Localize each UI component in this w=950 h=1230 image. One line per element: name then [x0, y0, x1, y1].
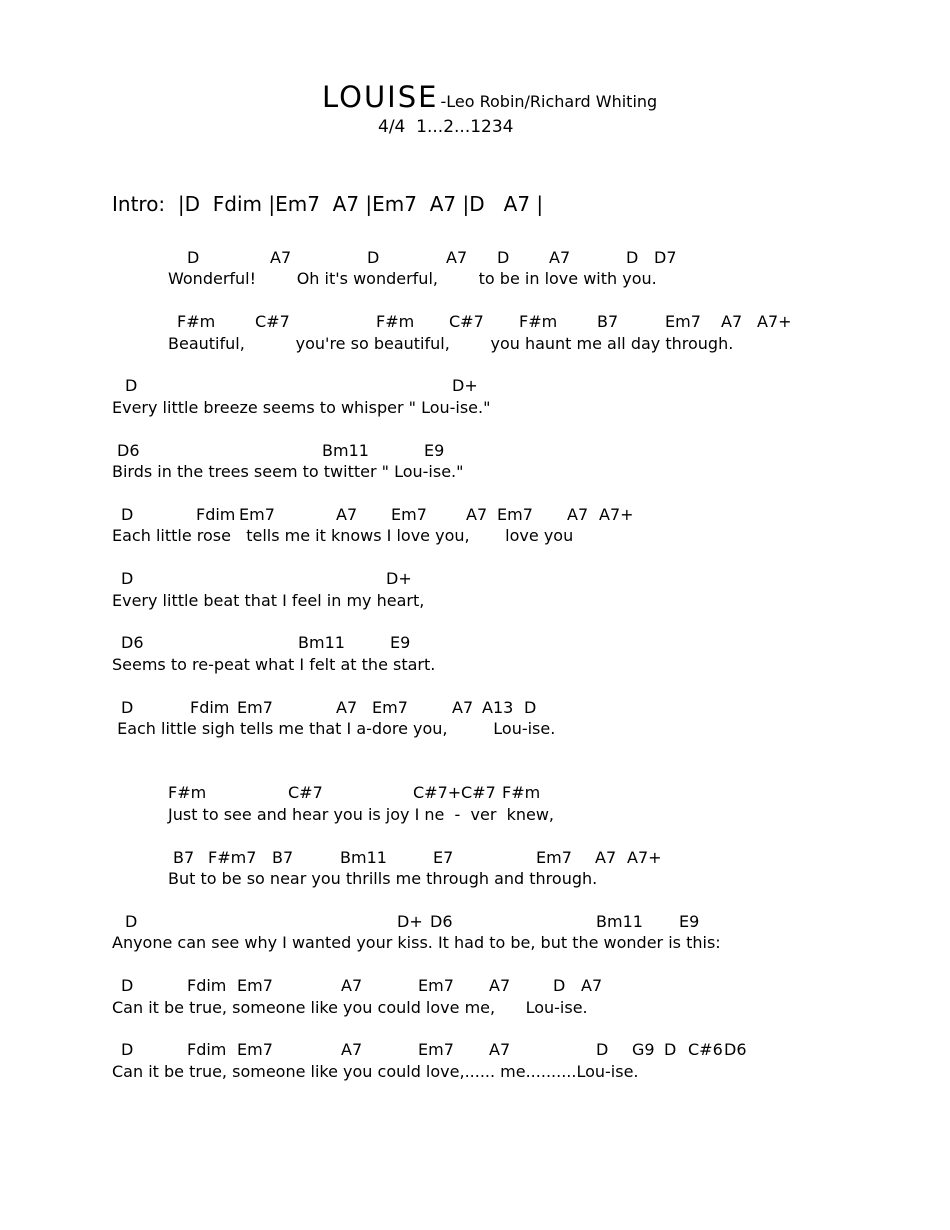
chord: A7 [336, 698, 358, 717]
song-header [322, 80, 657, 114]
chord: A7 [446, 248, 468, 267]
chord: C#7 [449, 312, 484, 331]
chord: A7 [341, 976, 363, 995]
lyric-line: Seems to re-peat what I felt at the start. [112, 655, 436, 674]
chord: B7 [173, 848, 195, 867]
lyric-line: Can it be true, someone like you could love me, Lou-ise. [112, 998, 588, 1017]
chord: D [121, 505, 134, 524]
chord: C#7 [255, 312, 290, 331]
chord: C#7 [288, 783, 323, 802]
chord: Em7 [372, 698, 408, 717]
chord: Em7 [237, 976, 273, 995]
chord: Bm11 [298, 633, 345, 652]
chord: D [553, 976, 566, 995]
chord: Em7 [497, 505, 533, 524]
chord: A7 [581, 976, 603, 995]
chord: Em7 [237, 1040, 273, 1059]
chord: D+ [397, 912, 423, 931]
chord: D [121, 1040, 134, 1059]
chord: B7 [272, 848, 294, 867]
chord: D7 [654, 248, 677, 267]
composers: -Leo Robin/Richard Whiting [440, 92, 658, 111]
chord: A7 [549, 248, 571, 267]
chord: Fdim [190, 698, 230, 717]
chord: F#m [168, 783, 207, 802]
chord: D [121, 569, 134, 588]
chord: D [664, 1040, 677, 1059]
chord: D [187, 248, 200, 267]
chord: Em7 [536, 848, 572, 867]
chord: Bm11 [322, 441, 369, 460]
chord: A7 [466, 505, 488, 524]
chord: A7 [489, 976, 511, 995]
lyric-line: Birds in the trees seem to twitter " Lou-ise." [112, 462, 464, 481]
chord: D+ [386, 569, 412, 588]
chord: D [626, 248, 639, 267]
chord: F#m [519, 312, 558, 331]
chord: E7 [433, 848, 454, 867]
chord: Em7 [239, 505, 275, 524]
lyric-line: Just to see and hear you is joy I ne - ver knew, [168, 805, 554, 824]
lyric-line: Each little rose tells me it knows I love you, love you [112, 526, 574, 545]
chord: E9 [424, 441, 445, 460]
chord: D [497, 248, 510, 267]
chord: D [524, 698, 537, 717]
chord: Em7 [665, 312, 701, 331]
chord: D6 [121, 633, 144, 652]
chord: C#7 [461, 783, 496, 802]
lyric-line: Every little breeze seems to whisper " Lou-ise." [112, 398, 491, 417]
lyric-line: But to be so near you thrills me through and through. [168, 869, 598, 888]
chord: D6 [430, 912, 453, 931]
chord: Bm11 [596, 912, 643, 931]
chord: E9 [390, 633, 411, 652]
chord: Em7 [418, 976, 454, 995]
chord: Em7 [391, 505, 427, 524]
intro-line: Intro: |D Fdim |Em7 A7 |Em7 A7 |D A7 | [112, 192, 544, 216]
lyric-line: Wonderful! Oh it's wonderful, to be in love with you. [168, 269, 657, 288]
lyric-line: Can it be true, someone like you could love,...... me..........Lou-ise. [112, 1062, 639, 1081]
chord: F#m [502, 783, 541, 802]
chord: D [125, 376, 138, 395]
chord: A7 [489, 1040, 511, 1059]
chord: D [596, 1040, 609, 1059]
chord: Bm11 [340, 848, 387, 867]
song-title: LOUISE [322, 80, 439, 114]
chord: E9 [679, 912, 700, 931]
chord: Fdim [196, 505, 236, 524]
chord: A7 [270, 248, 292, 267]
lyric-line: Each little sigh tells me that I a-dore you, Lou-ise. [112, 719, 556, 738]
chord: C#6 [688, 1040, 723, 1059]
chord: G9 [632, 1040, 655, 1059]
chord: Fdim [187, 1040, 227, 1059]
chord: F#m [376, 312, 415, 331]
chord: Em7 [237, 698, 273, 717]
chord: D [125, 912, 138, 931]
chord: B7 [597, 312, 619, 331]
chord: D [121, 976, 134, 995]
time-signature: 4/4 1...2...1234 [378, 117, 514, 137]
chord: F#m7 [208, 848, 257, 867]
chord: A7 [595, 848, 617, 867]
chord: A7 [336, 505, 358, 524]
chord: Em7 [418, 1040, 454, 1059]
chord: A7+ [627, 848, 662, 867]
chord: A13 [482, 698, 514, 717]
chord: Fdim [187, 976, 227, 995]
chord: A7 [721, 312, 743, 331]
chord: D [367, 248, 380, 267]
chord: C#7+ [413, 783, 462, 802]
chord: F#m [177, 312, 216, 331]
lyric-line: Anyone can see why I wanted your kiss. It had to be, but the wonder is this: [112, 933, 721, 952]
chord: D+ [452, 376, 478, 395]
chord: D [121, 698, 134, 717]
chord: A7 [567, 505, 589, 524]
chord: D6 [724, 1040, 747, 1059]
lyric-line: Every little beat that I feel in my heart, [112, 591, 425, 610]
chord: D6 [117, 441, 140, 460]
chord: A7+ [757, 312, 792, 331]
lyric-line: Beautiful, you're so beautiful, you haunt me all day through. [168, 334, 734, 353]
chord: A7 [341, 1040, 363, 1059]
chord: A7+ [599, 505, 634, 524]
chord: A7 [452, 698, 474, 717]
